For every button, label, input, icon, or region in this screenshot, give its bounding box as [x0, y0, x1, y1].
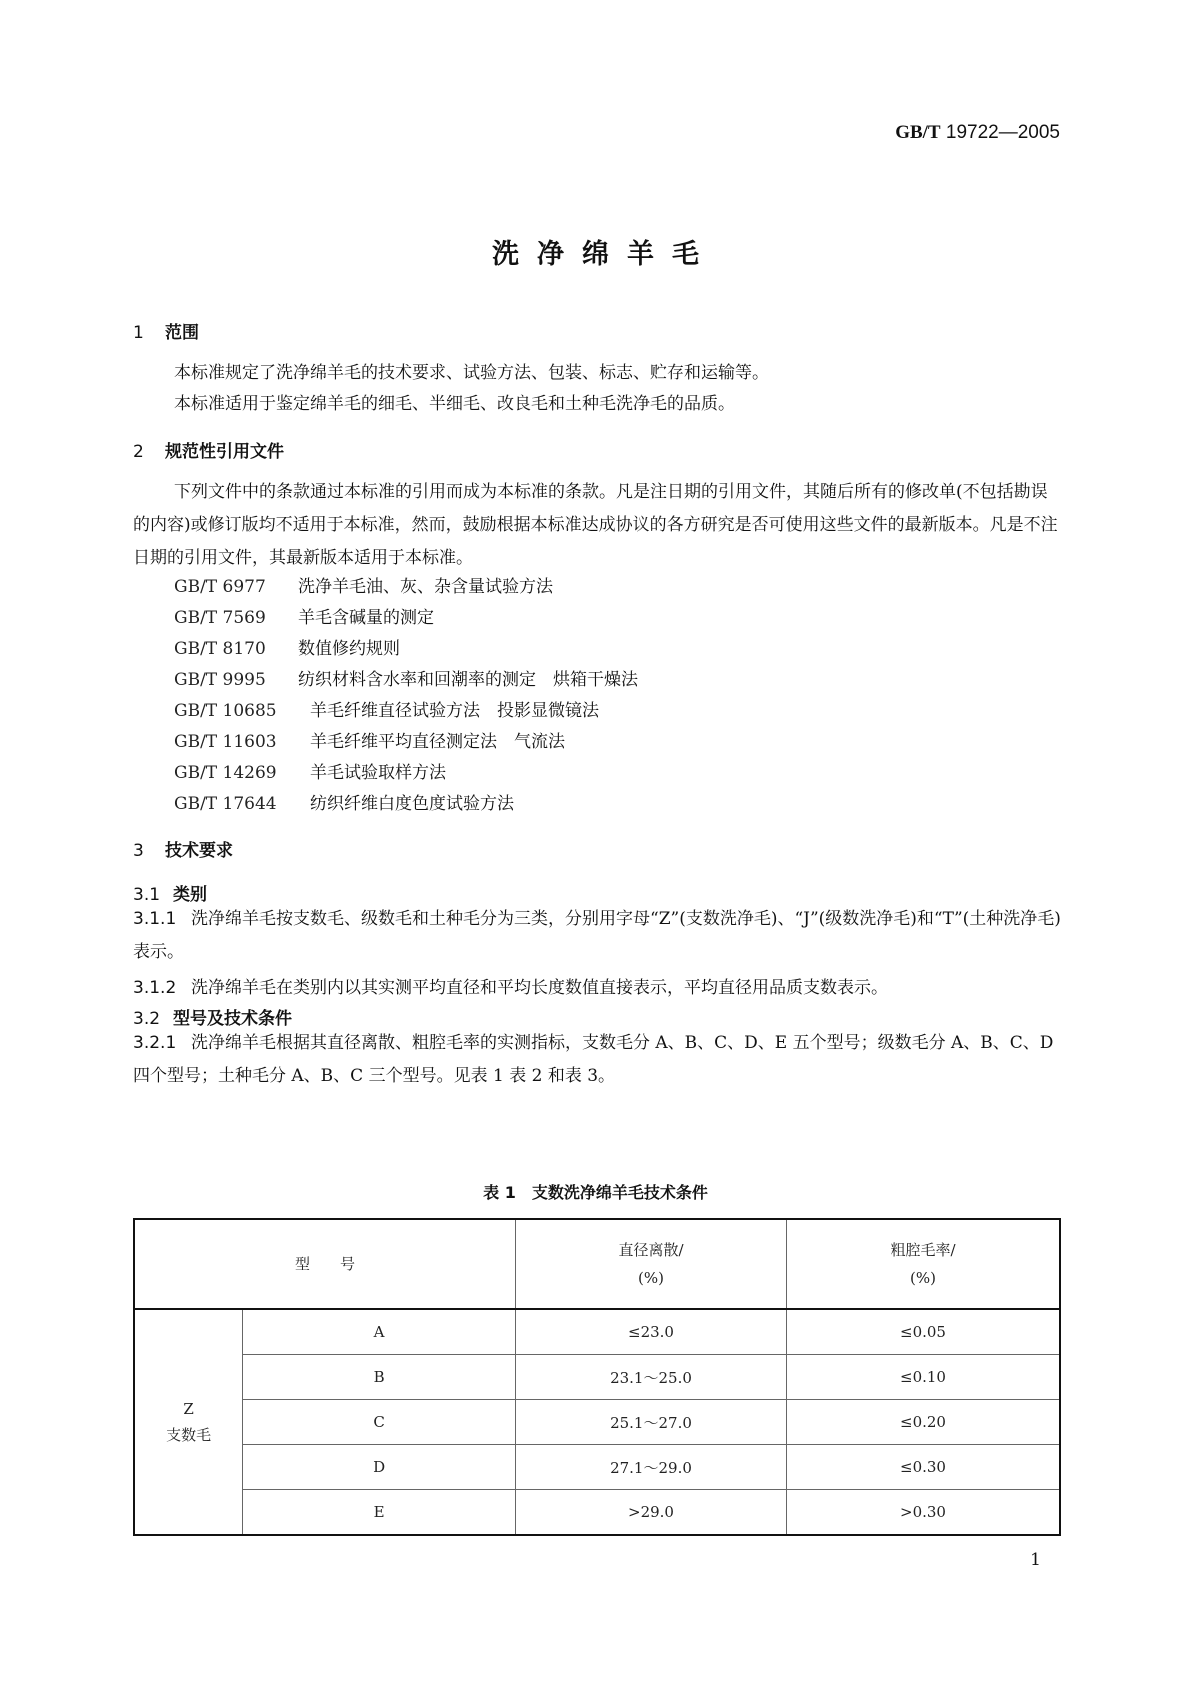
coarse-cell: ≤0.05 [786, 1309, 1060, 1355]
section-title: 规范性引用文件 [165, 442, 284, 462]
reference-code: GB/T 14269 [174, 763, 277, 783]
section-2-heading [133, 437, 284, 462]
reference-code: GB/T 8170 [174, 639, 266, 659]
reference-item [174, 758, 446, 783]
reference-title: 纺织材料含水率和回潮率的测定 烘箱干燥法 [298, 670, 638, 690]
subsection-3-1-heading [133, 880, 207, 905]
references-intro: 下列文件中的条款通过本标准的引用而成为本标准的条款。凡是注日期的引用文件，其随后所有的修改单(不包括勘误的内容)或修订版均不适用于本标准，然而，鼓励根据本标准达成协议的各方研究是否可使用这些文件的最新版本。凡是不注日期的引用文件，其最新版本适用于本标准。 [133, 482, 1058, 568]
clause-number: 3.1.2 [133, 978, 177, 998]
subsection-title: 类别 [173, 885, 207, 905]
group-cell [134, 1309, 243, 1535]
table-row [134, 1445, 1060, 1490]
standard-prefix: GB/T [895, 122, 941, 143]
subsection-number: 3.2 [133, 1009, 161, 1029]
header-type-label: 型 号 [294, 1255, 355, 1273]
diameter-cell: 23.1～25.0 [515, 1355, 786, 1400]
document-title: 洗净绵羊毛 [492, 239, 717, 270]
type-cell: A [243, 1309, 516, 1355]
clause-3-1-1 [133, 903, 1063, 969]
diameter-cell: 27.1～29.0 [515, 1445, 786, 1490]
header-line: 粗腔毛率/ [890, 1241, 956, 1259]
section-number: 3 [133, 841, 144, 861]
clause-text: 洗净绵羊毛在类别内以其实测平均直径和平均长度数值直接表示，平均直径用品质支数表示。 [191, 978, 888, 998]
diameter-cell: ≤23.0 [515, 1309, 786, 1355]
paragraph: 本标准规定了洗净绵羊毛的技术要求、试验方法、包装、标志、贮存和运输等。 [174, 363, 769, 383]
table-1 [133, 1218, 1061, 1536]
clause-number: 3.2.1 [133, 1033, 177, 1053]
coarse-cell: ≤0.30 [786, 1445, 1060, 1490]
clause-text: 洗净绵羊毛根据其直径离散、粗腔毛率的实测指标，支数毛分 A、B、C、D、E 五个型号；级数毛分 A、B、C、D 四个型号；土种毛分 A、B、C 三个型号。见表 1 表 2 和表 3。 [133, 1033, 1054, 1086]
reference-item [174, 696, 599, 721]
diameter-cell: 25.1～27.0 [515, 1400, 786, 1445]
coarse-cell: ≤0.20 [786, 1400, 1060, 1445]
header-line: (%) [910, 1269, 936, 1287]
reference-title: 洗净羊毛油、灰、杂含量试验方法 [298, 577, 553, 597]
clause-text: 洗净绵羊毛按支数毛、级数毛和土种毛分为三类，分别用字母“Z”(支数洗净毛)、“J”(级数洗净毛)和“T”(土种洗净毛)表示。 [133, 909, 1061, 962]
table-row [134, 1309, 1060, 1355]
clause-number: 3.1.1 [133, 909, 177, 929]
reference-item [174, 603, 434, 628]
reference-item [174, 634, 400, 659]
section-number: 1 [133, 323, 144, 343]
page-number: 1 [1030, 1550, 1041, 1570]
reference-code: GB/T 17644 [174, 794, 277, 814]
subsection-number: 3.1 [133, 885, 161, 905]
reference-code: GB/T 11603 [174, 732, 277, 752]
reference-item [174, 665, 638, 690]
reference-code: GB/T 10685 [174, 701, 277, 721]
reference-code: GB/T 6977 [174, 577, 266, 597]
diameter-cell: >29.0 [515, 1490, 786, 1536]
reference-title: 羊毛纤维直径试验方法 投影显微镜法 [310, 701, 599, 721]
type-cell: C [243, 1400, 516, 1445]
clause-3-2-1 [133, 1027, 1063, 1093]
reference-title: 羊毛试验取样方法 [310, 763, 446, 783]
section-title: 技术要求 [165, 841, 233, 861]
standard-number [895, 122, 1060, 144]
reference-item [174, 789, 514, 814]
reference-item [174, 572, 553, 597]
table-row [134, 1400, 1060, 1445]
reference-title: 羊毛纤维平均直径测定法 气流法 [310, 732, 565, 752]
group-code: Z [183, 1399, 194, 1418]
subsection-title: 型号及技术条件 [173, 1009, 292, 1029]
standard-code: 19722—2005 [945, 122, 1060, 143]
reference-code: GB/T 7569 [174, 608, 266, 628]
reference-item [174, 727, 565, 752]
reference-code: GB/T 9995 [174, 670, 266, 690]
clause-3-1-2 [133, 973, 888, 998]
reference-title: 羊毛含碱量的测定 [298, 608, 434, 628]
reference-title: 纺织纤维白度色度试验方法 [310, 794, 514, 814]
header-diameter-dispersion [515, 1219, 786, 1309]
subsection-3-2-heading [133, 1004, 292, 1029]
type-cell: D [243, 1445, 516, 1490]
paragraph: 本标准适用于鉴定绵羊毛的细毛、半细毛、改良毛和土种毛洗净毛的品质。 [174, 394, 735, 414]
type-cell: E [243, 1490, 516, 1536]
header-coarse-hair-rate [786, 1219, 1060, 1309]
table-row [134, 1490, 1060, 1536]
section-3-heading [133, 836, 233, 861]
header-type [134, 1219, 515, 1309]
type-cell: B [243, 1355, 516, 1400]
section-1-heading [133, 318, 199, 343]
group-name: 支数毛 [166, 1425, 212, 1444]
section-number: 2 [133, 442, 144, 462]
coarse-cell: >0.30 [786, 1490, 1060, 1536]
table-header-row [134, 1219, 1060, 1309]
coarse-cell: ≤0.10 [786, 1355, 1060, 1400]
reference-title: 数值修约规则 [298, 639, 400, 659]
table-1-caption: 表 1 支数洗净绵羊毛技术条件 [483, 1183, 708, 1202]
header-line: (%) [638, 1269, 664, 1287]
header-line: 直径离散/ [618, 1241, 684, 1259]
table-row [134, 1355, 1060, 1400]
section-title: 范围 [165, 323, 199, 343]
